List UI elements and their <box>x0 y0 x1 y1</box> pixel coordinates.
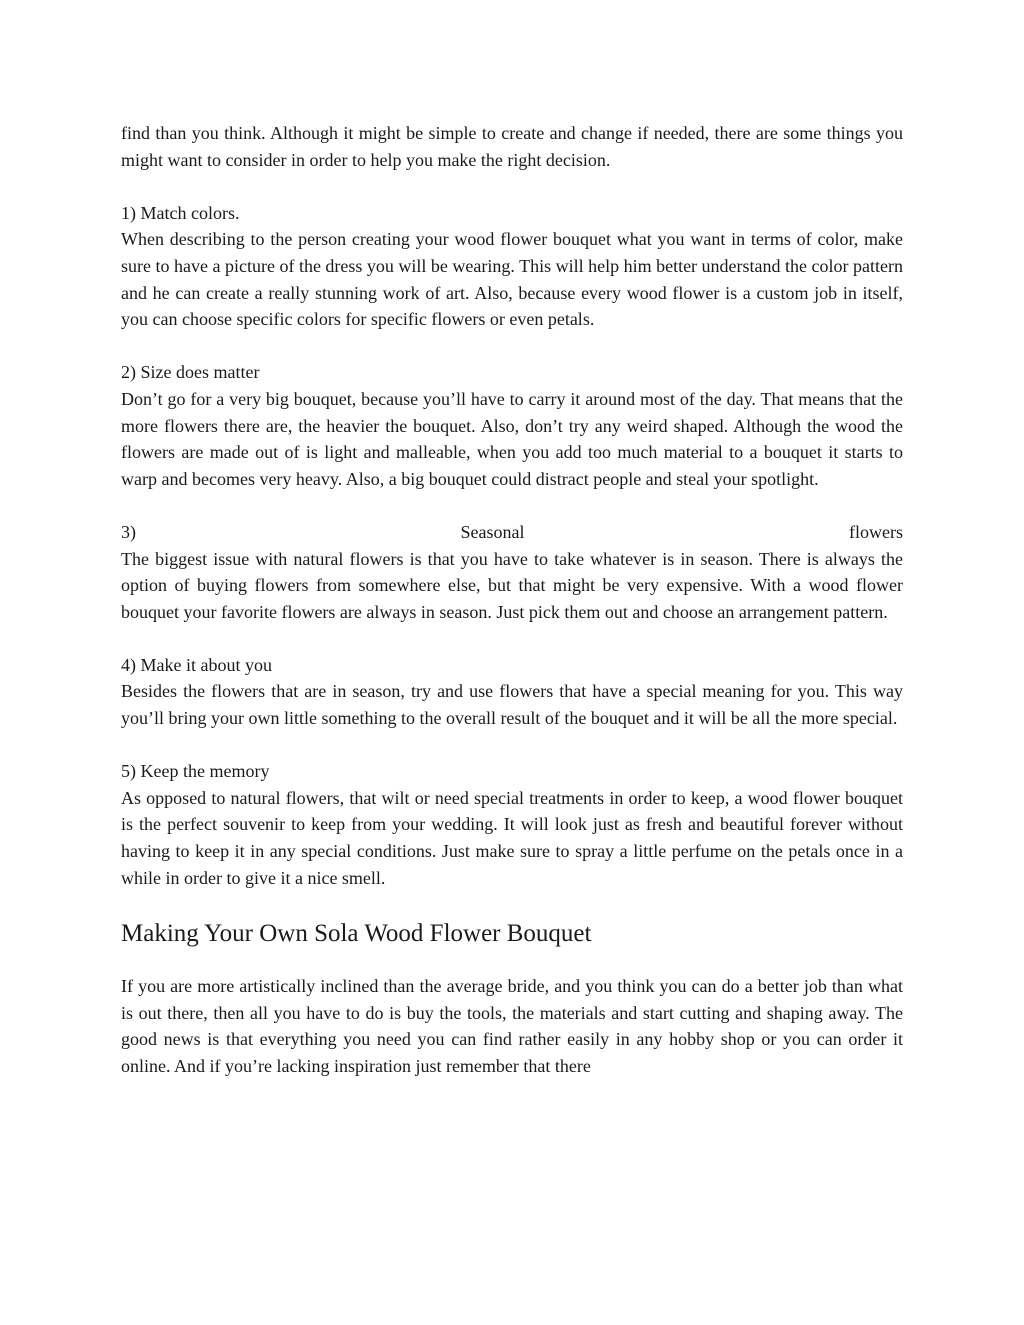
tip-heading-number: 3) <box>121 521 136 542</box>
tip-heading-word-2: flowers <box>849 521 903 542</box>
tip-2 <box>121 359 903 492</box>
tip-4 <box>121 652 903 732</box>
tip-heading: 5) Keep the memory <box>121 761 270 782</box>
document-page <box>121 120 903 1080</box>
tip-body: As opposed to natural flowers, that wilt or need special treatments in order to keep, a wood flower bouquet is the perfect souvenir to keep from your wedding. It will look just as fresh and beautiful forever without having to keep it in any special conditions. Just make sure to spray a little perfume on the petals once in a while in order to give it a nice smell. <box>121 787 903 888</box>
tip-body: The biggest issue with natural flowers is that you have to take whatever is in season. There is always the option of buying flowers from somewhere else, but that might be very expensive. With a wood flower bouquet your favorite flowers are always in season. Just pick them out and choose an arrangement pattern. <box>121 548 903 622</box>
tip-heading <box>121 519 903 546</box>
tip-heading: 4) Make it about you <box>121 654 272 675</box>
tip-heading: 2) Size does matter <box>121 362 260 383</box>
tip-body: Don’t go for a very big bouquet, because you’ll have to carry it around most of the day. That means that the more flowers there are, the heavier the bouquet. Also, don’t try any weird shaped. Although the wood the flowers are made out of is light and malleable, when you add too much material to a bouquet it starts to warp and becomes very heavy. Also, a big bouquet could distract people and steal your spotlight. <box>121 388 903 489</box>
intro-paragraph: find than you think. Although it might be simple to create and change if needed, there are some things you might want to consider in order to help you make the right decision. <box>121 123 903 170</box>
tip-heading: 1) Match colors. <box>121 202 240 223</box>
section-heading: Making Your Own Sola Wood Flower Bouquet <box>121 920 592 948</box>
tip-body: When describing to the person creating your wood flower bouquet what you want in terms of color, make sure to have a picture of the dress you will be wearing. This will help him better understand the color pattern and he can create a really stunning work of art. Also, because every wood flower is a custom job in itself, you can choose specific colors for specific flowers or even petals. <box>121 229 903 330</box>
section-paragraph: If you are more artistically inclined than the average bride, and you think you can do a better job than what is out there, then all you have to do is buy the tools, the materials and start cutting and shaping away. The good news is that everything you need you can find rather easily in any hobby shop or you can order it online. And if you’re lacking inspiration just remember that there <box>121 976 903 1076</box>
tip-5 <box>121 758 903 891</box>
tip-1 <box>121 200 903 333</box>
tip-heading-word-1: Seasonal <box>460 521 525 542</box>
tip-3 <box>121 519 903 625</box>
tip-body: Besides the flowers that are in season, try and use flowers that have a special meaning for you. This way you’ll bring your own little something to the overall result of the bouquet and it will be all the more special. <box>121 681 903 729</box>
